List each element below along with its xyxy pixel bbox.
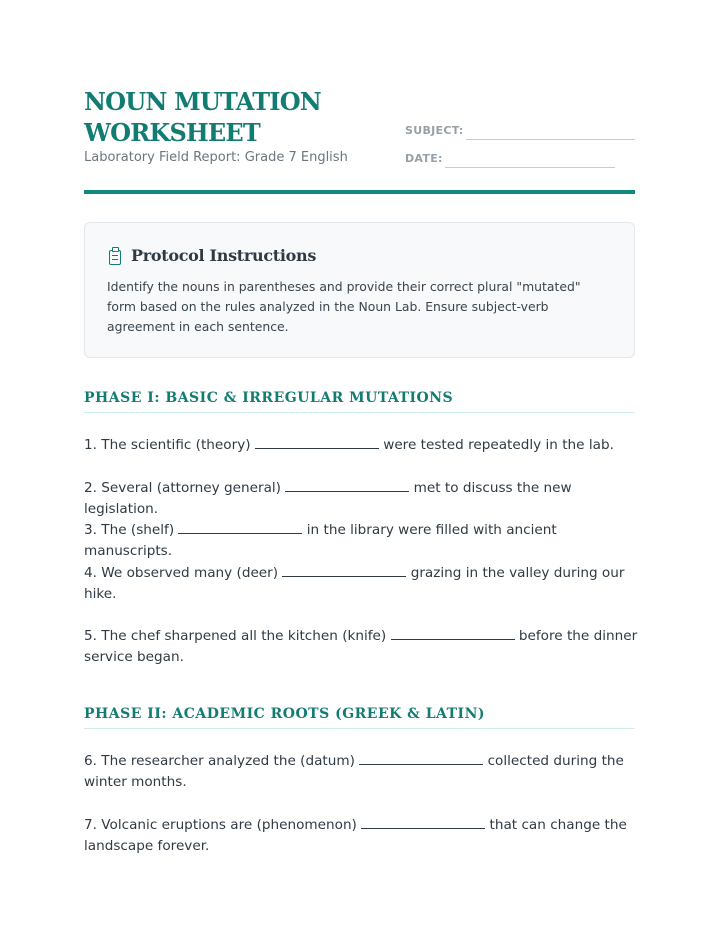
protocol-box [84,222,635,358]
answer-blank [391,625,515,640]
answer-blank [282,562,406,577]
question-text: 3. The (shelf) [84,522,175,538]
clipboard-icon [109,250,121,265]
question-text: 7. Volcanic eruptions are (phenomenon) [84,817,357,833]
answer-blank [361,814,485,829]
question-text: 6. The researcher analyzed the (datum) [84,753,355,769]
protocol-text: Identify the nouns in parentheses and provide their correct plural "mutated" form based on the rules analyzed in the Noun Lab. Ensure subject-verb agreement in each sentence. [107,279,581,334]
question-text: 4. We observed many (deer) [84,565,279,581]
subject-line [466,139,635,140]
header-divider [84,190,635,194]
question-text: grazing in the valley during our hike. [84,565,625,602]
date-line [445,167,615,168]
question-text: were tested repeatedly in the lab. [383,437,614,453]
subject-label: SUBJECT: [405,124,464,137]
page-subtitle: Laboratory Field Report: Grade 7 English [84,150,348,165]
answer-blank [285,477,409,492]
subject-field [405,124,464,137]
question-7 [84,814,640,857]
question-text: that can change the landscape forever. [84,817,627,854]
phase-2-heading: PHASE II: ACADEMIC ROOTS (GREEK & LATIN) [84,706,635,729]
question-text: 5. The chef sharpened all the kitchen (knife) [84,628,387,644]
question-text: collected during the winter months. [84,753,624,790]
question-5 [84,625,640,668]
answer-blank [178,519,302,534]
answer-blank [359,750,483,765]
date-field [405,152,443,165]
question-text: in the library were filled with ancient manuscripts. [84,522,557,559]
question-text: 2. Several (attorney general) [84,480,281,496]
question-2 [84,477,640,520]
question-text: met to discuss the new legislation. [84,480,572,517]
question-6 [84,750,640,793]
phase-1-heading: PHASE I: BASIC & IRREGULAR MUTATIONS [84,390,635,413]
question-text: before the dinner service began. [84,628,638,665]
question-text: 1. The scientific (theory) [84,437,251,453]
date-label: DATE: [405,152,443,165]
question-1 [84,434,640,456]
question-4 [84,562,640,605]
answer-blank [255,434,379,449]
protocol-title: Protocol Instructions [131,246,317,265]
question-3 [84,519,640,562]
page-title: NOUN MUTATION WORKSHEET [84,87,321,147]
